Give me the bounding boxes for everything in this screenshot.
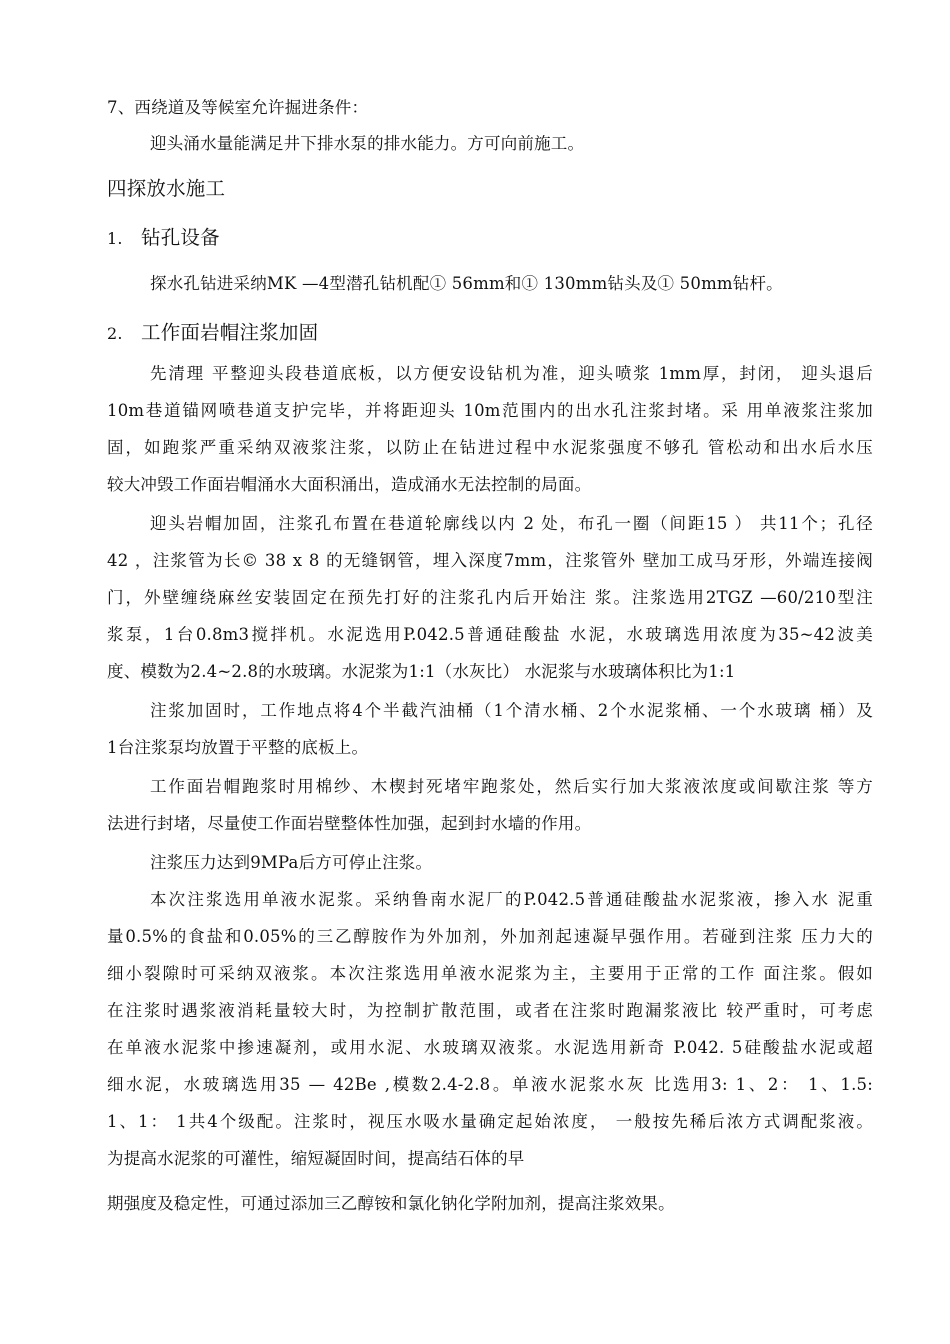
- heading-number: 2.: [107, 324, 123, 343]
- p4-line: 工作面岩帽跑浆时用棉纱、木楔封死堵牢跑浆处，然后实行加大浆液浓度或间歇注浆 等方: [150, 777, 873, 796]
- p6-line: 本次注浆选用单液水泥浆。采纳鲁南水泥厂的P.042.5普通硅酸盐水泥浆液，掺入水 泥重: [150, 890, 873, 909]
- p6-line: 量0.5%的食盐和0.05%的三乙醇胺作为外加剂，外加剂起速凝早强作用。若碰到注浆 压力大的: [107, 927, 873, 946]
- p6-line: 在单液水泥浆中掺速凝剂，或用水泥、水玻璃双液浆。水泥选用新奇 P.042. 5硅酸盐水泥或超: [107, 1038, 873, 1057]
- drilling-body: 探水孔钻进采纳MK —4型潜孔钻机配① 56mm和① 130mm钻头及① 50mm钻杆。: [150, 274, 783, 293]
- p1-line: 先清理 平整迎头段巷道底板，以方便安设钻机为准，迎头喷浆 1mm厚，封闭， 迎头退后: [150, 364, 873, 383]
- p6-line: 在注浆时遇浆液消耗量较大时，为控制扩散范围，或者在注浆时跑漏浆液比 较严重时，可考虑: [107, 1001, 873, 1020]
- p1-line: 较大冲毁工作面岩帽涌水大面积涌出，造成涌水无法控制的局面。: [107, 475, 592, 494]
- p6-line: 1、1： 1共4个级配。注浆时，视压水吸水量确定起始浓度， 一般按先稀后浓方式调配浆液。: [107, 1112, 873, 1131]
- p7-line: 期强度及稳定性，可通过添加三乙醇铵和氯化钠化学附加剂，提高注浆效果。: [107, 1194, 675, 1213]
- p4-line: 法进行封堵，尽量使工作面岩壁整体性加强，起到封水墙的作用。: [107, 814, 592, 833]
- p1-line: 固，如跑浆严重采纳双液浆注浆，以防止在钻进过程中水泥浆强度不够孔 管松动和出水后水压: [107, 438, 873, 457]
- heading-grouting: [107, 320, 318, 347]
- item7-body: 迎头涌水量能满足井下排水泵的排水能力。方可向前施工。: [150, 134, 585, 153]
- p6-line: 为提高水泥浆的可灌性，缩短凝固时间，提高结石体的早: [107, 1149, 525, 1168]
- p3-line: 注浆加固时，工作地点将4个半截汽油桶（1个清水桶、2个水泥浆桶、一个水玻璃 桶）及: [150, 701, 873, 720]
- p6-line: 细小裂隙时可采纳双液浆。本次注浆选用单液水泥浆为主，主要用于正常的工作 面注浆。假如: [107, 964, 873, 983]
- p2-line: 度、模数为2.4~2.8的水玻璃。水泥浆为1:1（水灰比） 水泥浆与水玻璃体积比为1:1: [107, 662, 736, 681]
- p2-line: 浆泵，1台0.8m3搅拌机。水泥选用P.042.5普通硅酸盐 水泥，水玻璃选用浓度为35~42波美: [107, 625, 873, 644]
- p3-line: 1台注浆泵均放置于平整的底板上。: [107, 738, 369, 757]
- p2-line: 门，外壁缠绕麻丝安装固定在预先打好的注浆孔内后开始注 浆。注浆选用2TGZ —60/210型注: [107, 588, 873, 607]
- p2-line: 迎头岩帽加固，注浆孔布置在巷道轮廓线以内 2 处，布孔一圈（间距15 ） 共11个；孔径: [150, 514, 873, 533]
- p5-line: 注浆压力达到9MPa后方可停止注浆。: [150, 853, 433, 872]
- heading-text: 工作面岩帽注浆加固: [141, 321, 319, 344]
- heading-text: 钻孔设备: [141, 226, 220, 249]
- heading-number: 1.: [107, 229, 123, 248]
- heading-drilling-equipment: [107, 225, 220, 252]
- p2-line: 42 ，注浆管为长© 38 x 8 的无缝钢管，埋入深度7mm，注浆管外 壁加工成马牙形，外端连接阀: [107, 551, 873, 570]
- p1-line: 10m巷道锚网喷巷道支护完毕，并将距迎头 10m范围内的出水孔注浆封堵。采 用单液浆注浆加: [107, 401, 873, 420]
- item7-title: 7、西绕道及等候室允许掘进条件：: [107, 98, 369, 117]
- section4-title: 四探放水施工: [107, 177, 226, 200]
- p6-line: 细水泥，水玻璃选用35 — 42Be ,模数2.4-2.8。单液水泥浆水灰 比选用3: 1、2： 1、1.5:: [107, 1075, 873, 1094]
